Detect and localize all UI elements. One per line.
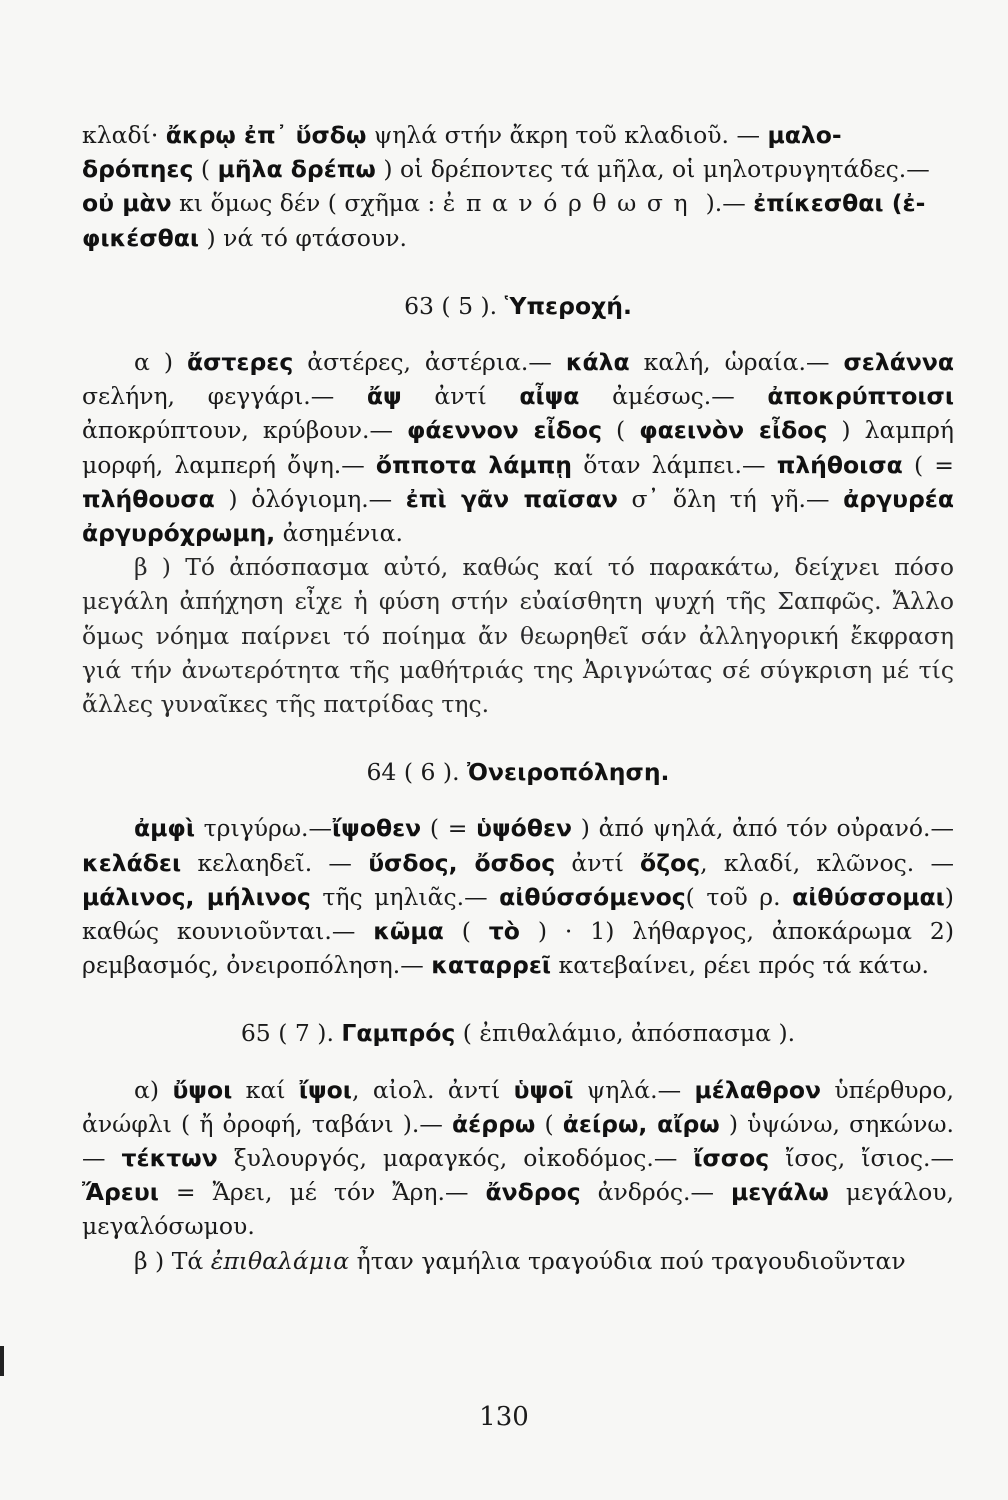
lemma: ἀμφὶ — [134, 814, 195, 843]
sec64-heading — [82, 755, 954, 789]
lemma: κῶμα — [373, 917, 444, 946]
text: σελήνη, φεγγάρι.— — [82, 382, 367, 411]
section-title: Γαμπρός — [341, 1019, 456, 1048]
text: ψηλά στήν ἄκρη τοῦ κλαδιοῦ. — — [366, 121, 768, 149]
lemma: μάλινος, μήλινος — [82, 882, 311, 911]
text: ) ὑψώνω, σηκώνω.— — [82, 1109, 954, 1173]
lemma: ἀέρρω — [452, 1109, 536, 1138]
text: ( = — [421, 814, 477, 843]
text: ( — [193, 155, 218, 184]
text: ) ἀπό ψηλά, ἀπό τόν οὐρανό.— — [572, 814, 954, 843]
text: ξυλουργός, μαραγκός, οἰκοδόμος.— — [217, 1144, 694, 1173]
sec65-alpha — [82, 1073, 954, 1244]
section-number: 63 ( 5 ). — [404, 291, 505, 320]
text: τριγύρω.— — [194, 814, 332, 843]
lemma: κελάδει — [82, 848, 182, 877]
text: ἀνδρός.— — [580, 1178, 732, 1207]
lemma: Ἄρευι — [82, 1178, 159, 1207]
page-number: 130 — [479, 1402, 529, 1432]
section-number: 64 ( 6 ). — [366, 758, 468, 787]
section-subtitle: ( ἐπιθαλάμιο, ἀπόσπασμα ). — [455, 1019, 796, 1048]
lemma: ἀργυρέα — [843, 484, 954, 513]
text: καλή, ὡραία.— — [629, 348, 844, 377]
lemma: (ἐ- — [883, 189, 926, 218]
sec63-heading — [82, 289, 954, 323]
text: ἀποκρύπτουν, κρύβουν.— — [82, 416, 408, 445]
text: μεγάλου, μεγαλόσωμου. — [82, 1178, 954, 1241]
text: , αἰολ. ἀντί — [351, 1075, 514, 1104]
italic-term: ἐπιθαλάμια — [210, 1246, 350, 1275]
lemma: αἰθύσσομαι — [792, 882, 945, 911]
text: κι ὅμως δέν ( σχῆμα : — [171, 189, 443, 218]
lemma: πλήθουσα — [82, 484, 215, 513]
text: ( — [535, 1109, 563, 1138]
lemma: δρόπηες — [82, 155, 194, 184]
lemma: φάεννον εἶδος — [407, 416, 603, 445]
lemma: φαεινὸν εἶδος — [639, 416, 828, 445]
text: τῆς μηλιᾶς.— — [310, 882, 500, 911]
lemma: αἰθύσσόμενος — [499, 882, 686, 911]
lemma: ὄζος — [640, 848, 701, 877]
text: ἀστέρες, ἀστέρια.— — [293, 348, 566, 377]
sec65-beta — [82, 1244, 954, 1278]
lemma: ὑψόθεν — [476, 814, 573, 843]
text: ) οἱ δρέποντες τά μῆλα, οἱ μηλοτρυγητάδες.— — [375, 155, 930, 184]
text: κελαηδεῖ. — — [181, 848, 369, 877]
text: ) · 1) λήθαργος, ἀποκάρωμα 2) ρεμβασμός, ὀνειροπόληση.— — [82, 917, 955, 980]
lemma: ὔσδος, ὄσδος — [368, 848, 556, 877]
text: ) λαμπρή μορφή, λαμπερή ὄψη.— — [82, 416, 954, 479]
sec64-paragraph — [82, 811, 954, 982]
lemma: μαλο- — [767, 121, 842, 149]
lemma: ἀποκρύπτοισι — [767, 382, 954, 411]
lemma: ὑψοῖ — [513, 1075, 574, 1104]
section-title: Ὀνειροπόληση. — [467, 758, 670, 787]
text: ἀμέσως.— — [579, 382, 768, 411]
text: β ) Τά — [134, 1246, 211, 1275]
text: α) — [134, 1075, 173, 1104]
section-title: Ὑπεροχή. — [504, 291, 632, 320]
lemma: φικέσθαι — [82, 223, 200, 252]
lemma: ἐπὶ γᾶν παῖσαν — [405, 484, 618, 513]
text: ( τοῦ ρ. — [685, 882, 793, 911]
text: ( — [443, 917, 489, 946]
lemma: ἄστερες — [186, 348, 294, 377]
scan-edge-mark — [0, 1346, 4, 1376]
text: ἀντί — [555, 848, 641, 877]
lemma: καταρρεῖ — [431, 951, 552, 980]
sec65-heading — [82, 1016, 954, 1050]
text: , κλαδί, κλῶνος. — — [700, 848, 954, 877]
lemma: μῆλα δρέπω — [217, 155, 376, 184]
lemma: ἄψ — [366, 382, 402, 411]
spaced-term: ἐπανόρθωση — [442, 189, 699, 218]
text: ).— — [698, 189, 754, 218]
lemma: ἴψοθεν — [332, 814, 422, 843]
text: ( = — [902, 450, 954, 479]
text: ) νά τό φτάσουν. — [199, 223, 407, 252]
text: σ᾽ ὅλη τή γῆ.— — [617, 484, 844, 513]
text: καί — [232, 1075, 299, 1104]
text: ( — [602, 416, 640, 445]
lemma: πλήθοισα — [776, 450, 903, 479]
text: κλαδί· — [82, 121, 166, 149]
text: κατεβαίνει, ρέει πρός τά κάτω. — [551, 951, 929, 980]
text: ψηλά.— — [573, 1075, 695, 1104]
sec63-alpha — [82, 345, 954, 550]
lemma: ἴψοι — [298, 1075, 352, 1104]
lemma: ὄπποτα λάμπῃ — [375, 450, 573, 479]
lemma: ἄκρῳ ἐπ᾽ ὕσδῳ — [165, 121, 367, 149]
lemma: μέλαθρον — [694, 1075, 821, 1104]
lemma: τέκτων — [121, 1144, 218, 1173]
text: α ) — [134, 348, 187, 377]
text: ) ὁλόγιομη.— — [214, 484, 406, 513]
lemma: ἐπίκεσθαι — [753, 189, 884, 218]
section-number: 65 ( 7 ). — [240, 1019, 342, 1048]
text: ἴσος, ἴσιος.— — [769, 1144, 954, 1173]
text: ἀσημένια. — [275, 519, 403, 548]
lemma: τὸ — [488, 917, 520, 946]
sec63-beta: β ) Τό ἀπόσπασμα αὐτό, καθώς καί τό παρακάτω, δείχνει πόσο μεγάλη ἀπήχηση εἶχε ἡ φύση στήν εὐαίσθητη ψυχή τῆς Σαπφῶς. Ἄλλο ὅμως νόημα παίρνει τό ποίημα ἄν θεωρηθεῖ σάν ἀλληγορική ἔκφραση γιά τήν ἀνωτερότητα τῆς μαθήτριάς της Ἀριγνώτας σέ σύγκριση μέ τίς ἄλλες γυναῖκες τῆς πατρίδας της. — [82, 553, 954, 719]
lemma: κάλα — [565, 348, 630, 377]
text: ) καθώς κουνιοῦνται.— — [82, 882, 954, 946]
lemma: οὐ μὰν — [82, 189, 172, 218]
lemma: μεγάλω — [731, 1178, 829, 1207]
text: = Ἄρει, μέ τόν Ἄρη.— — [158, 1178, 486, 1207]
text: ὑπέρθυρο, ἀνώφλι ( ἤ ὀροφή, ταβάνι ).— — [82, 1075, 954, 1138]
lemma: ἀείρω, αἴρω — [562, 1109, 720, 1138]
lemma: ἀργυρόχρωμη, — [82, 519, 276, 548]
lemma: ὔψοι — [172, 1075, 233, 1104]
lemma: ἴσσος — [693, 1144, 770, 1173]
text: ὅταν λάμπει.— — [572, 450, 777, 479]
sec62-paragraph — [82, 118, 954, 255]
lemma: ἄνδρος — [485, 1178, 581, 1207]
text: ἦταν γαμήλια τραγούδια πού τραγουδιοῦνταν — [349, 1246, 906, 1275]
text: ἀντί — [401, 382, 520, 411]
lemma: αἶψα — [519, 382, 580, 411]
page-text — [82, 118, 954, 1278]
lemma: σελάννα — [843, 348, 955, 377]
